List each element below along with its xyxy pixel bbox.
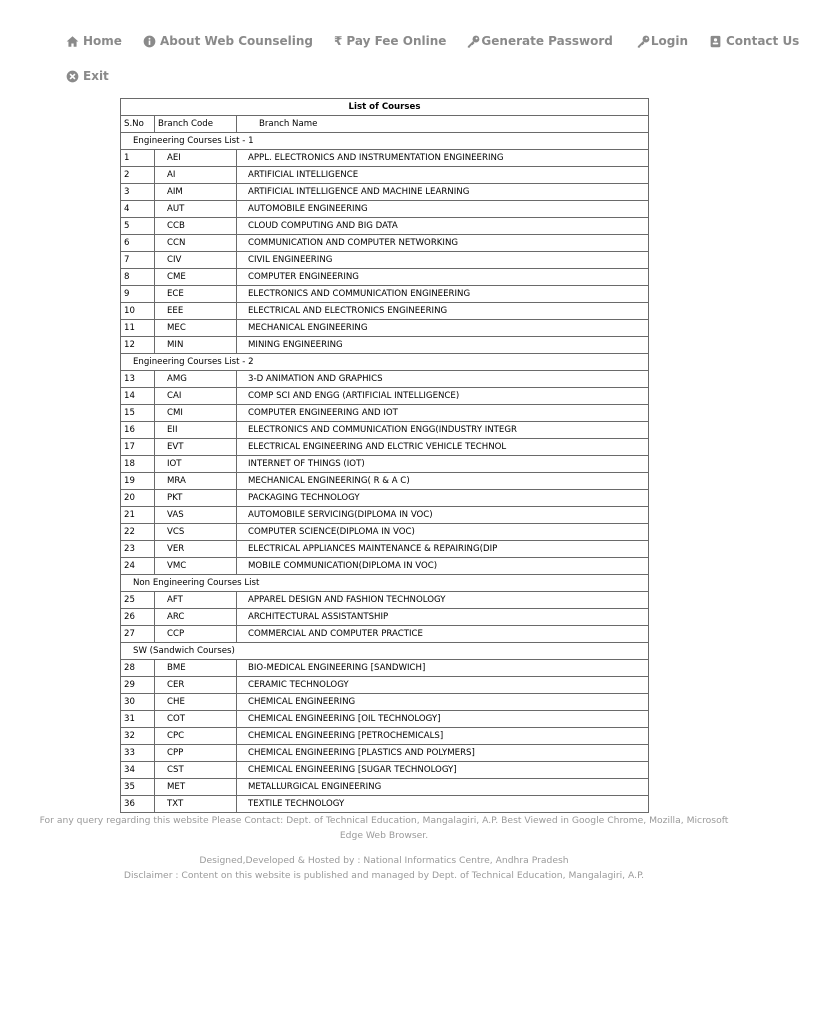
branch-code-cell: AIM — [155, 184, 237, 201]
branch-name-cell: TEXTILE TECHNOLOGY — [237, 796, 649, 813]
branch-name-cell: CHEMICAL ENGINEERING — [237, 694, 649, 711]
branch-code-cell: VAS — [155, 507, 237, 524]
branch-code-cell: CST — [155, 762, 237, 779]
section-label: Engineering Courses List - 1 — [121, 133, 649, 150]
table-row — [121, 184, 649, 201]
branch-name-cell: CHEMICAL ENGINEERING [PETROCHEMICALS] — [237, 728, 649, 745]
sno-cell: 18 — [121, 456, 155, 473]
sno-cell: 8 — [121, 269, 155, 286]
branch-code-cell: CPP — [155, 745, 237, 762]
nav-about-link[interactable] — [143, 34, 313, 48]
nav-exit-label: Exit — [83, 69, 109, 83]
branch-code-cell: AMG — [155, 371, 237, 388]
sno-cell: 24 — [121, 558, 155, 575]
branch-name-cell: METALLURGICAL ENGINEERING — [237, 779, 649, 796]
branch-code-cell: CCN — [155, 235, 237, 252]
table-row — [121, 405, 649, 422]
branch-code-cell: VCS — [155, 524, 237, 541]
footer-contact — [0, 813, 768, 843]
nav-generate-password-link[interactable] — [467, 34, 612, 48]
table-row — [121, 796, 649, 813]
nav-row-secondary — [66, 66, 130, 86]
sno-cell: 21 — [121, 507, 155, 524]
nav-login-label: Login — [650, 34, 688, 48]
branch-code-cell: VER — [155, 541, 237, 558]
sno-cell: 3 — [121, 184, 155, 201]
branch-code-cell: AI — [155, 167, 237, 184]
sno-cell: 27 — [121, 626, 155, 643]
table-row — [121, 779, 649, 796]
branch-code-cell: CIV — [155, 252, 237, 269]
sno-cell: 12 — [121, 337, 155, 354]
branch-name-cell: ELECTRICAL ENGINEERING AND ELCTRIC VEHICLE TECHNOL — [237, 439, 649, 456]
home-icon — [66, 35, 79, 48]
sno-cell: 5 — [121, 218, 155, 235]
sno-cell: 4 — [121, 201, 155, 218]
section-label: Non Engineering Courses List — [121, 575, 649, 592]
sno-cell: 20 — [121, 490, 155, 507]
sno-cell: 26 — [121, 609, 155, 626]
sno-cell: 33 — [121, 745, 155, 762]
sno-cell: 9 — [121, 286, 155, 303]
section-row — [121, 643, 649, 660]
branch-code-cell: CCB — [155, 218, 237, 235]
branch-name-cell: COMPUTER ENGINEERING — [237, 269, 649, 286]
table-row — [121, 524, 649, 541]
branch-code-cell: MIN — [155, 337, 237, 354]
branch-name-cell: COMPUTER SCIENCE(DIPLOMA IN VOC) — [237, 524, 649, 541]
branch-name-cell: COMP SCI AND ENGG (ARTIFICIAL INTELLIGENCE) — [237, 388, 649, 405]
section-row — [121, 133, 649, 150]
footer-disclaimer-text: Disclaimer : Content on this website is published and managed by Dept. of Technical Education, Mangalagiri, A.P. — [123, 870, 645, 881]
nav-pay-fee-label: Pay Fee Online — [346, 34, 447, 48]
branch-code-cell: MEC — [155, 320, 237, 337]
table-row — [121, 541, 649, 558]
sno-cell: 6 — [121, 235, 155, 252]
table-row — [121, 473, 649, 490]
sno-cell: 2 — [121, 167, 155, 184]
table-row — [121, 507, 649, 524]
header-branch-code: Branch Code — [155, 116, 237, 133]
nav-contact-label: Contact Us — [725, 34, 800, 48]
footer-designed-text: Designed,Developed & Hosted by : National Informatics Centre, Andhra Pradesh — [199, 855, 569, 866]
sno-cell: 30 — [121, 694, 155, 711]
close-circle-icon — [66, 70, 79, 83]
courses-table — [120, 98, 649, 813]
table-row — [121, 677, 649, 694]
sno-cell: 7 — [121, 252, 155, 269]
section-row — [121, 575, 649, 592]
header-sno: S.No — [121, 116, 155, 133]
branch-name-cell: ARCHITECTURAL ASSISTANTSHIP — [237, 609, 649, 626]
branch-code-cell: EVT — [155, 439, 237, 456]
branch-name-cell: CHEMICAL ENGINEERING [OIL TECHNOLOGY] — [237, 711, 649, 728]
branch-name-cell: PACKAGING TECHNOLOGY — [237, 490, 649, 507]
table-row — [121, 286, 649, 303]
branch-code-cell: CME — [155, 269, 237, 286]
branch-name-cell: CLOUD COMPUTING AND BIG DATA — [237, 218, 649, 235]
contact-card-icon — [709, 35, 722, 48]
sno-cell: 34 — [121, 762, 155, 779]
table-row — [121, 422, 649, 439]
branch-code-cell: IOT — [155, 456, 237, 473]
branch-name-cell: ARTIFICIAL INTELLIGENCE AND MACHINE LEARNING — [237, 184, 649, 201]
sno-cell: 10 — [121, 303, 155, 320]
sno-cell: 32 — [121, 728, 155, 745]
sno-cell: 19 — [121, 473, 155, 490]
branch-code-cell: CCP — [155, 626, 237, 643]
branch-code-cell: MRA — [155, 473, 237, 490]
rupee-icon: ₹ — [334, 34, 343, 48]
table-row — [121, 660, 649, 677]
table-row — [121, 592, 649, 609]
sno-cell: 25 — [121, 592, 155, 609]
branch-name-cell: APPAREL DESIGN AND FASHION TECHNOLOGY — [237, 592, 649, 609]
branch-name-cell: ELECTRICAL AND ELECTRONICS ENGINEERING — [237, 303, 649, 320]
branch-name-cell: MECHANICAL ENGINEERING( R & A C) — [237, 473, 649, 490]
sno-cell: 22 — [121, 524, 155, 541]
branch-name-cell: MINING ENGINEERING — [237, 337, 649, 354]
branch-name-cell: BIO-MEDICAL ENGINEERING [SANDWICH] — [237, 660, 649, 677]
branch-name-cell: INTERNET OF THINGS (IOT) — [237, 456, 649, 473]
sno-cell: 14 — [121, 388, 155, 405]
branch-name-cell: ELECTRONICS AND COMMUNICATION ENGINEERING — [237, 286, 649, 303]
nav-home-link[interactable] — [66, 34, 122, 48]
table-row — [121, 337, 649, 354]
sno-cell: 15 — [121, 405, 155, 422]
branch-name-cell: COMMUNICATION AND COMPUTER NETWORKING — [237, 235, 649, 252]
branch-code-cell: CPC — [155, 728, 237, 745]
branch-name-cell: COMPUTER ENGINEERING AND IOT — [237, 405, 649, 422]
branch-code-cell: CMI — [155, 405, 237, 422]
branch-code-cell: TXT — [155, 796, 237, 813]
table-row — [121, 745, 649, 762]
branch-code-cell: CHE — [155, 694, 237, 711]
sno-cell: 35 — [121, 779, 155, 796]
sno-cell: 23 — [121, 541, 155, 558]
branch-name-cell: AUTOMOBILE SERVICING(DIPLOMA IN VOC) — [237, 507, 649, 524]
sno-cell: 29 — [121, 677, 155, 694]
table-row — [121, 456, 649, 473]
table-row — [121, 150, 649, 167]
sno-cell: 31 — [121, 711, 155, 728]
table-title-row — [121, 99, 649, 116]
branch-name-cell: MECHANICAL ENGINEERING — [237, 320, 649, 337]
info-icon — [143, 35, 156, 48]
nav-pay-fee-link[interactable] — [334, 34, 446, 48]
table-title: List of Courses — [121, 99, 649, 116]
sno-cell: 11 — [121, 320, 155, 337]
branch-name-cell: ELECTRONICS AND COMMUNICATION ENGG(INDUSTRY INTEGR — [237, 422, 649, 439]
key-icon — [637, 35, 650, 48]
branch-name-cell: ELECTRICAL APPLIANCES MAINTENANCE & REPAIRING(DIP — [237, 541, 649, 558]
sno-cell: 17 — [121, 439, 155, 456]
table-row — [121, 235, 649, 252]
table-row — [121, 167, 649, 184]
branch-code-cell: BME — [155, 660, 237, 677]
branch-name-cell: CHEMICAL ENGINEERING [PLASTICS AND POLYMERS] — [237, 745, 649, 762]
sno-cell: 16 — [121, 422, 155, 439]
footer-contact-text: For any query regarding this website Please Contact: Dept. of Technical Education, Mangalagiri, A.P. Best Viewed in Google Chrome, Mozilla, Microsoft Edge Web Browser. — [39, 815, 729, 841]
table-row — [121, 252, 649, 269]
table-row — [121, 762, 649, 779]
branch-code-cell: AFT — [155, 592, 237, 609]
table-row — [121, 201, 649, 218]
footer-credits — [0, 853, 768, 883]
nav-about-label: About Web Counseling — [159, 34, 314, 48]
nav-exit-link[interactable] — [66, 69, 109, 83]
branch-name-cell: CIVIL ENGINEERING — [237, 252, 649, 269]
section-label: Engineering Courses List - 2 — [121, 354, 649, 371]
table-row — [121, 711, 649, 728]
table-row — [121, 218, 649, 235]
branch-code-cell: VMC — [155, 558, 237, 575]
branch-code-cell: AEI — [155, 150, 237, 167]
nav-contact-link[interactable] — [709, 34, 799, 48]
table-row — [121, 558, 649, 575]
table-row — [121, 439, 649, 456]
nav-login-link[interactable] — [637, 34, 688, 48]
sno-cell: 13 — [121, 371, 155, 388]
table-row — [121, 490, 649, 507]
sno-cell: 36 — [121, 796, 155, 813]
table-row — [121, 388, 649, 405]
nav-home-label: Home — [83, 34, 122, 48]
table-row — [121, 694, 649, 711]
table-row — [121, 371, 649, 388]
table-row — [121, 303, 649, 320]
table-row — [121, 626, 649, 643]
branch-code-cell: EII — [155, 422, 237, 439]
branch-code-cell: CAI — [155, 388, 237, 405]
section-label: SW (Sandwich Courses) — [121, 643, 649, 660]
branch-name-cell: CERAMIC TECHNOLOGY — [237, 677, 649, 694]
branch-code-cell: MET — [155, 779, 237, 796]
branch-code-cell: EEE — [155, 303, 237, 320]
table-row — [121, 728, 649, 745]
branch-name-cell: MOBILE COMMUNICATION(DIPLOMA IN VOC) — [237, 558, 649, 575]
branch-name-cell: APPL. ELECTRONICS AND INSTRUMENTATION ENGINEERING — [237, 150, 649, 167]
branch-code-cell: ECE — [155, 286, 237, 303]
nav-generate-password-label: Generate Password — [481, 34, 613, 48]
nav-row-primary — [66, 31, 820, 51]
table-row — [121, 269, 649, 286]
table-row — [121, 320, 649, 337]
branch-code-cell: AUT — [155, 201, 237, 218]
branch-name-cell: CHEMICAL ENGINEERING [SUGAR TECHNOLOGY] — [237, 762, 649, 779]
branch-name-cell: ARTIFICIAL INTELLIGENCE — [237, 167, 649, 184]
branch-code-cell: CER — [155, 677, 237, 694]
branch-code-cell: ARC — [155, 609, 237, 626]
header-branch-name: Branch Name — [237, 116, 649, 133]
key-icon — [467, 35, 480, 48]
sno-cell: 28 — [121, 660, 155, 677]
branch-name-cell: COMMERCIAL AND COMPUTER PRACTICE — [237, 626, 649, 643]
sno-cell: 1 — [121, 150, 155, 167]
branch-name-cell: 3-D ANIMATION AND GRAPHICS — [237, 371, 649, 388]
table-header-row — [121, 116, 649, 133]
branch-name-cell: AUTOMOBILE ENGINEERING — [237, 201, 649, 218]
table-row — [121, 609, 649, 626]
branch-code-cell: COT — [155, 711, 237, 728]
branch-code-cell: PKT — [155, 490, 237, 507]
section-row — [121, 354, 649, 371]
courses-table-body — [121, 99, 649, 813]
